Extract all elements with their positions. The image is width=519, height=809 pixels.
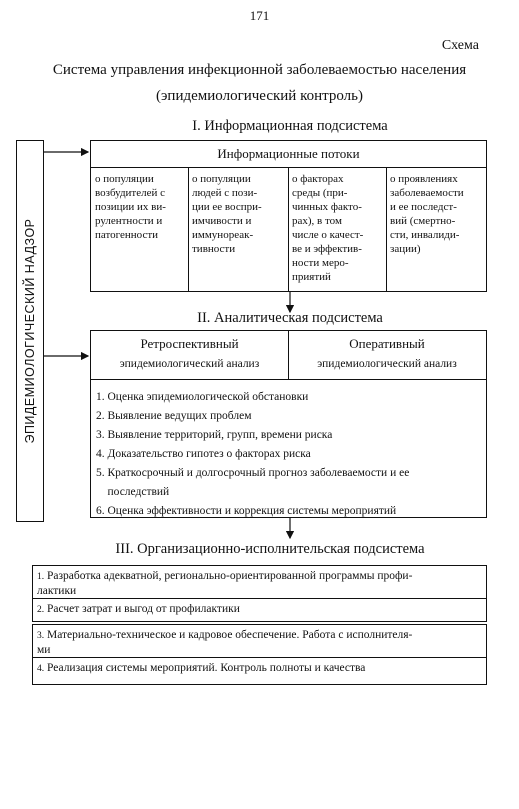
- org-item-1: 1. Разработка адекватной, регионально-ориентированной программы профи- лактики: [32, 565, 487, 599]
- list-item: 2. Выявление ведущих проблем: [96, 410, 252, 422]
- diagram-subtitle: (эпидемиологический контроль): [155, 88, 363, 104]
- list-item: 6. Оценка эффективности и коррекция системы мероприятий: [96, 505, 397, 517]
- org-item-4: 4. Реализация системы мероприятий. Контроль полноты и качества: [32, 657, 487, 685]
- info-flows-box: [90, 140, 487, 292]
- info-column-population: о популяции людей с пози- ции ее воспри- имчивости и иммунореак- тивности: [192, 173, 262, 255]
- info-column-morbidity: о проявлениях заболеваемости и ее последст- вий (смертно- сти, инвалиди- зации): [390, 173, 464, 255]
- list-item: последствий: [96, 486, 170, 498]
- page-number: 171: [249, 8, 270, 23]
- analytic-items-list: [96, 388, 476, 521]
- org-item-3: 3. Материально-техническое и кадровое обеспечение. Работа с исполнителя- ми: [32, 624, 487, 658]
- side-label: ЭПИДЕМИОЛОГИЧЕСКИЙ НАДЗОР: [23, 218, 37, 444]
- org-item-2: 2. Расчет затрат и выгод от профилактики: [32, 598, 487, 622]
- info-column-environment: о факторах среды (при- чинных факто- рах), в том числе о качест- ве и эффектив- ности меро- приятий: [292, 173, 364, 283]
- analytic-subsystem-heading: II. Аналитическая подсистема: [197, 310, 383, 326]
- info-flows-header: Информационные потоки: [217, 146, 360, 161]
- scheme-label: Схема: [441, 38, 479, 53]
- retrospective-analysis-header: Ретроспективный эпидемиологический анализ: [119, 336, 260, 370]
- diagram-title: Система управления инфекционной заболеваемостью населения: [52, 62, 467, 78]
- info-subsystem-heading: I. Информационная подсистема: [192, 118, 388, 134]
- info-column-pathogens: о популяции возбудителей с позиции их ви- рулентности и патогенности: [95, 173, 166, 241]
- list-item: 4. Доказательство гипотез о факторах риска: [96, 448, 311, 460]
- list-item: 5. Краткосрочный и долгосрочный прогноз заболеваемости и ее: [96, 467, 410, 479]
- operative-analysis-header: Оперативный эпидемиологический анализ: [317, 336, 457, 370]
- org-subsystem-heading: III. Организационно-исполнительская подсистема: [115, 541, 425, 557]
- list-item: 1. Оценка эпидемиологической обстановки: [96, 391, 309, 403]
- list-item: 3. Выявление территорий, групп, времени риска: [96, 429, 333, 441]
